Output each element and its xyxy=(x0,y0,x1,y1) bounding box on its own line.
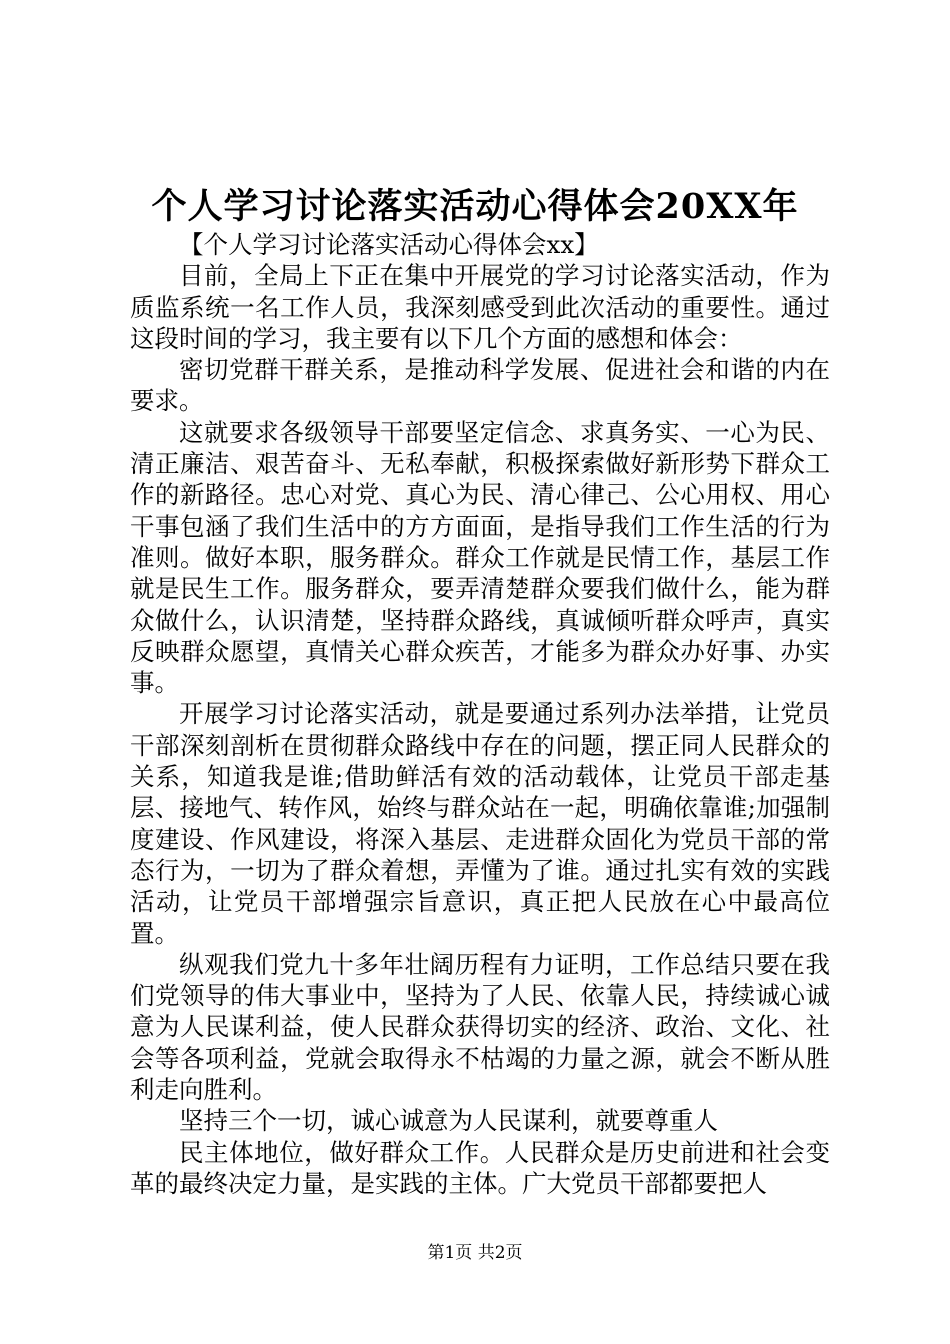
document-body xyxy=(130,229,830,1199)
paragraph-intro: 目前，全局上下正在集中开展党的学习讨论落实活动，作为质监系统一名工作人员，我深刻感受到此次活动的重要性。通过这段时间的学习，我主要有以下几个方面的感想和体会： xyxy=(130,261,830,353)
paragraph-heading-1: 密切党群干群关系，是推动科学发展、促进社会和谐的内在要求。 xyxy=(130,355,830,416)
paragraph-body-1: 这就要求各级领导干部要坚定信念、求真务实、一心为民、清正廉洁、艰苦奋斗、无私奉献，积极探索做好新形势下群众工作的新路径。忠心对党、真心为民、清心律己、公心用权、用心干事包涵了我们生活中的方方面面，是指导我们工作生活的行为准则。做好本职，服务群众。群众工作就是民情工作，基层工作就是民生工作。服务群众，要弄清楚群众要我们做什么，能为群众做什么，认识清楚，坚持群众路线，真诚倾听群众呼声，真实反映群众愿望，真情关心群众疾苦，才能多为群众办好事、办实事。 xyxy=(130,417,830,698)
paragraph-body-3: 纵观我们党九十多年壮阔历程有力证明，工作总结只要在我们党领导的伟大事业中，坚持为了人民、依靠人民，持续诚心诚意为人民谋利益，使人民群众获得切实的经济、政治、文化、社会等各项利益，党就会取得永不枯竭的力量之源，就会不断从胜利走向胜利。 xyxy=(130,949,830,1105)
paragraph-body-4: 民主体地位，做好群众工作。人民群众是历史前进和社会变革的最终决定力量，是实践的主体。广大党员干部都要把人 xyxy=(130,1137,830,1198)
paragraph-heading-2: 坚持三个一切，诚心诚意为人民谋利，就要尊重人 xyxy=(179,1106,718,1136)
paragraph-subtitle: 【个人学习讨论落实活动心得体会xx】 xyxy=(179,230,599,259)
document-title: 个人学习讨论落实活动心得体会20XX年 xyxy=(151,186,799,227)
page-number: 第1页 共2页 xyxy=(427,1243,523,1263)
paragraph-body-2: 开展学习讨论落实活动，就是要通过系列办法举措，让党员干部深刻剖析在贯彻群众路线中存在的问题，摆正同人民群众的关系，知道我是谁;借助鲜活有效的活动载体，让党员干部走基层、接地气、转作风，始终与群众站在一起，明确依靠谁;加强制度建设、作风建设，将深入基层、走进群众固化为党员干部的常态行为，一切为了群众着想，弄懂为了谁。通过扎实有效的实践活动，让党员干部增强宗旨意识，真正把人民放在心中最高位置。 xyxy=(130,699,830,948)
